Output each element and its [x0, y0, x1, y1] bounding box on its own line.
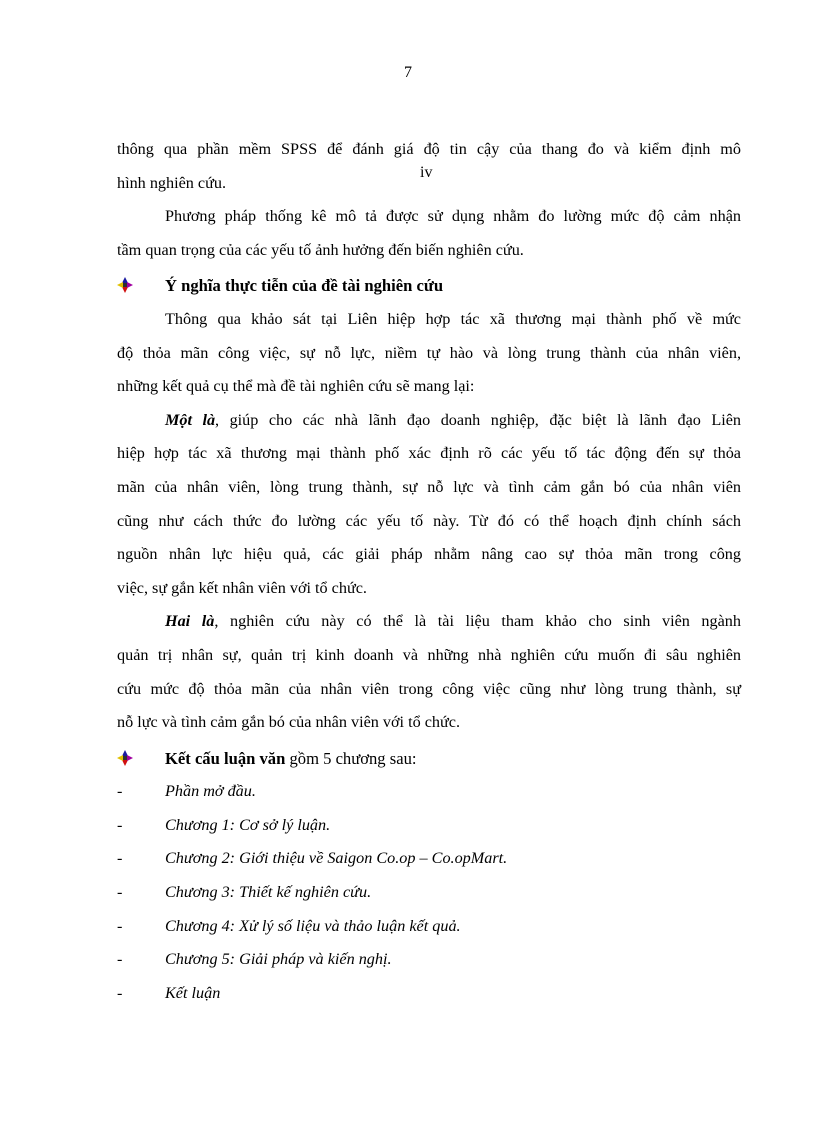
list-item-text: Chương 5: Giải pháp và kiến nghị. — [165, 950, 392, 969]
list-item-text: Chương 4: Xử lý số liệu và thảo luận kết quả. — [165, 916, 461, 935]
text-line: thông qua phần mềm SPSS để đánh giá độ tin cậy của thang đo và kiểm định mô — [117, 140, 741, 158]
text-line: cứu mức độ thỏa mãn của nhân viên trong công việc cũng như lòng trung thành, sự — [117, 679, 741, 698]
paragraph — [117, 605, 741, 739]
list-item — [117, 910, 741, 944]
list-item — [117, 943, 741, 977]
dash-marker: - — [117, 950, 123, 969]
roman-page-number: iv — [420, 164, 433, 181]
text-line: hình nghiên cứu. — [117, 173, 227, 192]
list-item — [117, 876, 741, 910]
lead-term: Hai là — [165, 612, 215, 631]
heading-text: Ý nghĩa thực tiễn của đề tài nghiên cứu — [165, 276, 444, 296]
list-item — [117, 809, 741, 843]
list-item-text: Chương 2: Giới thiệu về Saigon Co.op – Co.opMart. — [165, 849, 508, 868]
text-line: tầm quan trọng của các yếu tố ảnh hưởng đến biến nghiên cứu. — [117, 240, 524, 259]
paragraph — [117, 200, 741, 267]
text-line: độ thỏa mãn công việc, sự nỗ lực, niềm tự hào và lòng trung thành của nhân viên, — [117, 343, 741, 362]
section-heading-practical-significance — [117, 269, 741, 303]
dash-marker: - — [117, 815, 123, 834]
heading-bold-text: Kết cấu luận văn — [165, 748, 286, 768]
text-fragment: , nghiên cứu này có thể là tài liệu tham khảo cho sinh viên ngành — [214, 612, 741, 631]
document-body — [117, 133, 741, 1010]
text-line: quản trị nhân sự, quản trị kinh doanh và những nhà nghiên cứu muốn đi sâu nghiên — [117, 645, 741, 664]
dash-marker: - — [117, 916, 123, 935]
list-item-text: Kết luận — [165, 983, 221, 1002]
four-arrows-bullet-icon — [117, 750, 133, 766]
text-line: việc, sự gắn kết nhân viên với tổ chức. — [117, 578, 367, 597]
list-item-text: Phần mở đầu. — [165, 782, 256, 801]
chapter-list — [117, 775, 741, 1010]
dash-marker: - — [117, 782, 123, 801]
text-line: mãn của nhân viên, lòng trung thành, sự nỗ lực và tình cảm gắn bó của nhân viên — [117, 477, 741, 496]
text-line: Thông qua khảo sát tại Liên hiệp hợp tác xã thương mại thành phố về mức — [165, 309, 741, 328]
four-arrows-bullet-icon — [117, 277, 133, 293]
text-line: hiệp hợp tác xã thương mại thành phố xác định rõ các yếu tố tác động đến sự thỏa — [117, 444, 741, 463]
list-item-text: Chương 1: Cơ sở lý luận. — [165, 815, 331, 834]
dash-marker: - — [117, 983, 123, 1002]
paragraph — [117, 303, 741, 404]
list-item-text: Chương 3: Thiết kế nghiên cứu. — [165, 883, 372, 902]
text-fragment: , giúp cho các nhà lãnh đạo doanh nghiệp, đặc biệt là lãnh đạo Liên — [215, 410, 741, 429]
paragraph — [117, 133, 741, 200]
list-item — [117, 842, 741, 876]
page-number: 7 — [404, 64, 412, 81]
text-line: những kết quả cụ thể mà đề tài nghiên cứu sẽ mang lại: — [117, 377, 475, 396]
dash-marker: - — [117, 883, 123, 902]
list-item — [117, 977, 741, 1011]
dash-marker: - — [117, 849, 123, 868]
text-line — [117, 404, 741, 438]
section-heading-thesis-structure — [117, 742, 741, 776]
text-line — [117, 605, 741, 639]
text-line: nỗ lực và tình cảm gắn bó của nhân viên với tổ chức. — [117, 713, 461, 732]
text-line: cũng như cách thức đo lường các yếu tố này. Từ đó có thể hoạch định chính sách — [117, 511, 741, 530]
text-line: nguồn nhân lực hiệu quả, các giải pháp nhằm nâng cao sự thỏa mãn trong công — [117, 545, 741, 564]
lead-term: Một là — [165, 410, 216, 429]
list-item — [117, 775, 741, 809]
text-line: Phương pháp thống kê mô tả được sử dụng nhằm đo lường mức độ cảm nhận — [165, 207, 741, 226]
paragraph — [117, 404, 741, 606]
heading-rest-text: gồm 5 chương sau: — [285, 748, 417, 768]
